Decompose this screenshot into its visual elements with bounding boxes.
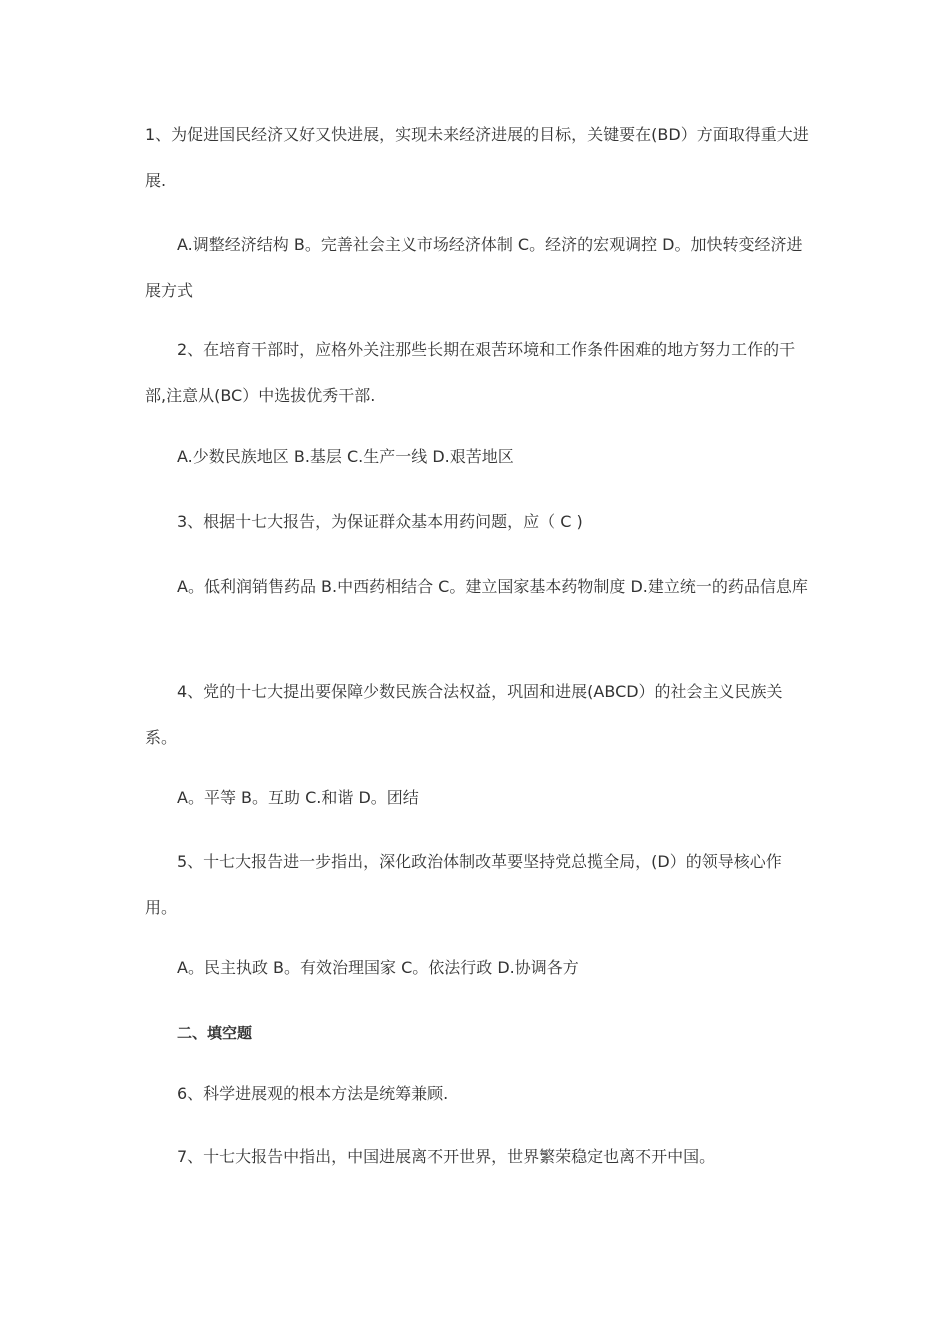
- question-4-options: A。平等 B。互助 C.和谐 D。团结: [177, 788, 419, 807]
- question-1-text: 1、为促进国民经济又好又快进展，实现未来经济进展的目标，关键要在(BD）方面取得重大进展.: [145, 125, 809, 190]
- section-heading-fill-in: 二、填空题: [177, 1024, 253, 1042]
- question-7-text: 7、十七大报告中指出，中国进展离不开世界，世界繁荣稳定也离不开中国。: [177, 1147, 716, 1166]
- question-4-text: 4、党的十七大提出要保障少数民族合法权益，巩固和进展(ABCD）的社会主义民族关系。: [145, 682, 783, 747]
- question-2-options: A.少数民族地区 B.基层 C.生产一线 D.艰苦地区: [177, 447, 514, 466]
- question-5-text: 5、十七大报告进一步指出，深化政治体制改革要坚持党总揽全局，(D）的领导核心作用。: [145, 852, 782, 917]
- question-5-options: A。民主执政 B。有效治理国家 C。依法行政 D.协调各方: [177, 958, 579, 977]
- question-6-text: 6、科学进展观的根本方法是统筹兼顾.: [177, 1084, 449, 1103]
- question-3-options: A。低利润销售药品 B.中西药相结合 C。建立国家基本药物制度 D.建立统一的药品信息库: [177, 577, 808, 596]
- question-3-text: 3、根据十七大报告，为保证群众基本用药问题，应（ C ): [177, 512, 583, 531]
- question-2-text: 2、在培育干部时，应格外关注那些长期在艰苦环境和工作条件困难的地方努力工作的干部,注意从(BC）中选拔优秀干部.: [145, 340, 796, 405]
- question-1-options: A.调整经济结构 B。完善社会主义市场经济体制 C。经济的宏观调控 D。加快转变经济进展方式: [145, 235, 803, 300]
